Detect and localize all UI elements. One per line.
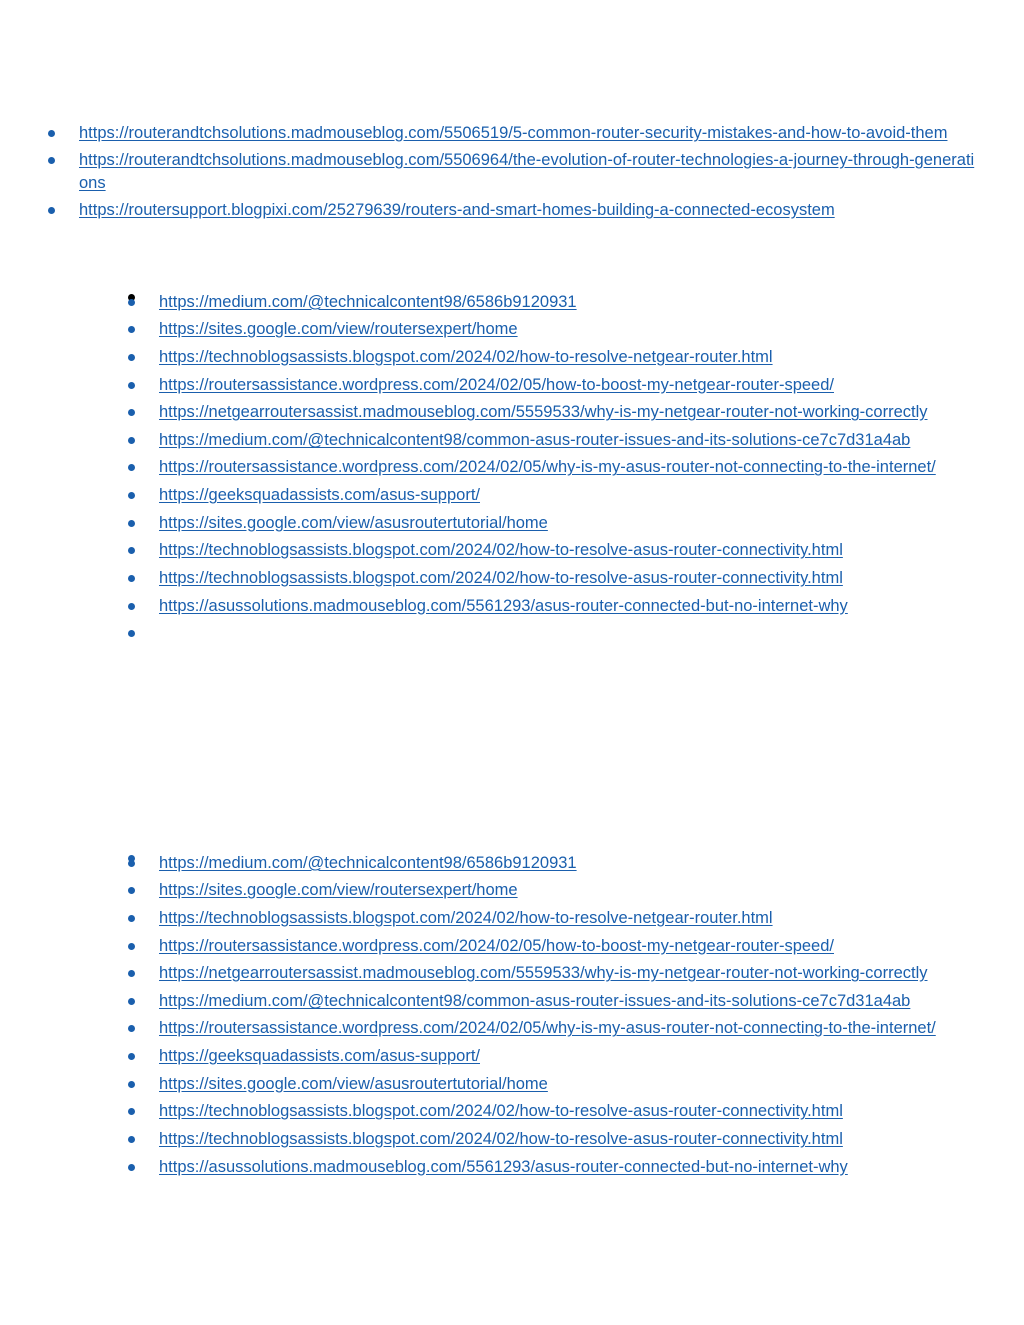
- link-list-bottom: [128, 847, 1008, 1183]
- list-item: [128, 318, 1008, 341]
- list-item: [128, 456, 1008, 479]
- bullet-icon: [48, 130, 55, 137]
- url-link[interactable]: https://routersassistance.wordpress.com/2024/02/05/why-is-my-asus-router-not-connecting-to-the-internet/: [159, 1019, 936, 1038]
- bullet-icon: [48, 157, 55, 164]
- bullet-icon: [48, 207, 55, 214]
- list-item: [128, 879, 1008, 902]
- link-list-middle: [128, 286, 1008, 622]
- url-link[interactable]: https://netgearroutersassist.madmouseblog.com/5559533/why-is-my-netgear-router-not-working-correctly: [159, 964, 928, 983]
- url-link[interactable]: https://geeksquadassists.com/asus-support/: [159, 1047, 480, 1066]
- url-link[interactable]: https://technoblogsassists.blogspot.com/2024/02/how-to-resolve-asus-router-connectivity.html: [159, 541, 843, 560]
- link-list-top: [48, 122, 978, 226]
- bullet-icon: [128, 299, 135, 306]
- list-item: [128, 1128, 1008, 1151]
- bullet-icon: [128, 409, 135, 416]
- url-link[interactable]: https://netgearroutersassist.madmouseblog.com/5559533/why-is-my-netgear-router-not-working-correctly: [159, 403, 928, 422]
- list-item: [128, 429, 1008, 452]
- url-link[interactable]: https://routersassistance.wordpress.com/2024/02/05/why-is-my-asus-router-not-connecting-to-the-internet/: [159, 458, 936, 477]
- url-link[interactable]: https://sites.google.com/view/asusroutertutorial/home: [159, 1074, 548, 1093]
- url-link[interactable]: https://geeksquadassists.com/asus-support/: [159, 486, 480, 505]
- url-link[interactable]: https://sites.google.com/view/routersexpert/home: [159, 881, 518, 900]
- list-item: [128, 595, 1008, 618]
- bullet-icon: [128, 492, 135, 499]
- bullet-icon: [128, 887, 135, 894]
- bullet-icon: [128, 1053, 135, 1060]
- bullet-icon: [128, 943, 135, 950]
- list-item: [128, 1100, 1008, 1123]
- url-link[interactable]: https://medium.com/@technicalcontent98/6586b9120931: [159, 853, 577, 872]
- list-item: [128, 484, 1008, 507]
- url-link[interactable]: https://routersassistance.wordpress.com/2024/02/05/how-to-boost-my-netgear-router-speed/: [159, 375, 834, 394]
- list-item: [128, 962, 1008, 985]
- bullet-icon: [128, 464, 135, 471]
- list-item: [128, 852, 1008, 875]
- bullet-icon: [128, 547, 135, 554]
- list-item: [48, 122, 978, 145]
- list-item: [128, 567, 1008, 590]
- bullet-icon: [128, 354, 135, 361]
- url-link[interactable]: https://asussolutions.madmouseblog.com/5561293/asus-router-connected-but-no-internet-why: [159, 1157, 848, 1176]
- list-item: [128, 539, 1008, 562]
- url-link[interactable]: https://routerandtchsolutions.madmouseblog.com/5506964/the-evolution-of-router-technologies-a-journey-through-generations: [79, 151, 975, 192]
- bullet-icon: [128, 998, 135, 1005]
- url-link[interactable]: https://sites.google.com/view/routersexpert/home: [159, 320, 518, 339]
- url-link[interactable]: https://routerandtchsolutions.madmouseblog.com/5506519/5-common-router-security-mistakes-and-how-to-avoid-them: [79, 124, 948, 142]
- list-item: [128, 374, 1008, 397]
- url-link[interactable]: https://technoblogsassists.blogspot.com/2024/02/how-to-resolve-asus-router-connectivity.html: [159, 1102, 843, 1121]
- bullet-icon: [128, 603, 135, 610]
- list-item: [128, 1017, 1008, 1040]
- bullet-icon: [128, 915, 135, 922]
- bullet-icon: [128, 1164, 135, 1171]
- url-link[interactable]: https://routersassistance.wordpress.com/2024/02/05/how-to-boost-my-netgear-router-speed/: [159, 936, 834, 955]
- bullet-icon: [128, 1108, 135, 1115]
- bullet-icon: [128, 382, 135, 389]
- list-item: [48, 199, 978, 222]
- list-item: [128, 1073, 1008, 1096]
- bullet-icon: [128, 520, 135, 527]
- list-item: [128, 291, 1008, 314]
- list-item: [128, 512, 1008, 535]
- bullet-icon: [128, 630, 135, 637]
- list-item: [128, 401, 1008, 424]
- list-item: [128, 346, 1008, 369]
- url-link[interactable]: https://sites.google.com/view/asusroutertutorial/home: [159, 513, 548, 532]
- url-link[interactable]: https://technoblogsassists.blogspot.com/2024/02/how-to-resolve-asus-router-connectivity.html: [159, 1130, 843, 1149]
- list-item: [128, 1156, 1008, 1179]
- url-link[interactable]: https://medium.com/@technicalcontent98/6586b9120931: [159, 292, 577, 311]
- bullet-icon: [128, 575, 135, 582]
- bullet-icon: [128, 1025, 135, 1032]
- bullet-icon: [128, 1136, 135, 1143]
- url-link[interactable]: https://medium.com/@technicalcontent98/common-asus-router-issues-and-its-solutions-ce7c7d31a4ab: [159, 430, 911, 449]
- bullet-icon: [128, 970, 135, 977]
- url-link[interactable]: https://technoblogsassists.blogspot.com/2024/02/how-to-resolve-netgear-router.html: [159, 908, 773, 927]
- bullet-icon: [128, 860, 135, 867]
- bullet-icon: [128, 1081, 135, 1088]
- url-link[interactable]: https://technoblogsassists.blogspot.com/2024/02/how-to-resolve-netgear-router.html: [159, 347, 773, 366]
- list-item: [128, 907, 1008, 930]
- url-link[interactable]: https://routersupport.blogpixi.com/25279639/routers-and-smart-homes-building-a-connected-ecosystem: [79, 201, 835, 219]
- list-item: [48, 149, 978, 195]
- list-item: [128, 990, 1008, 1013]
- list-item: [128, 935, 1008, 958]
- bullet-icon: [128, 326, 135, 333]
- url-link[interactable]: https://asussolutions.madmouseblog.com/5561293/asus-router-connected-but-no-internet-why: [159, 596, 848, 615]
- list-item: [128, 1045, 1008, 1068]
- url-link[interactable]: https://medium.com/@technicalcontent98/common-asus-router-issues-and-its-solutions-ce7c7d31a4ab: [159, 991, 911, 1010]
- url-link[interactable]: https://technoblogsassists.blogspot.com/2024/02/how-to-resolve-asus-router-connectivity.html: [159, 569, 843, 588]
- bullet-icon: [128, 437, 135, 444]
